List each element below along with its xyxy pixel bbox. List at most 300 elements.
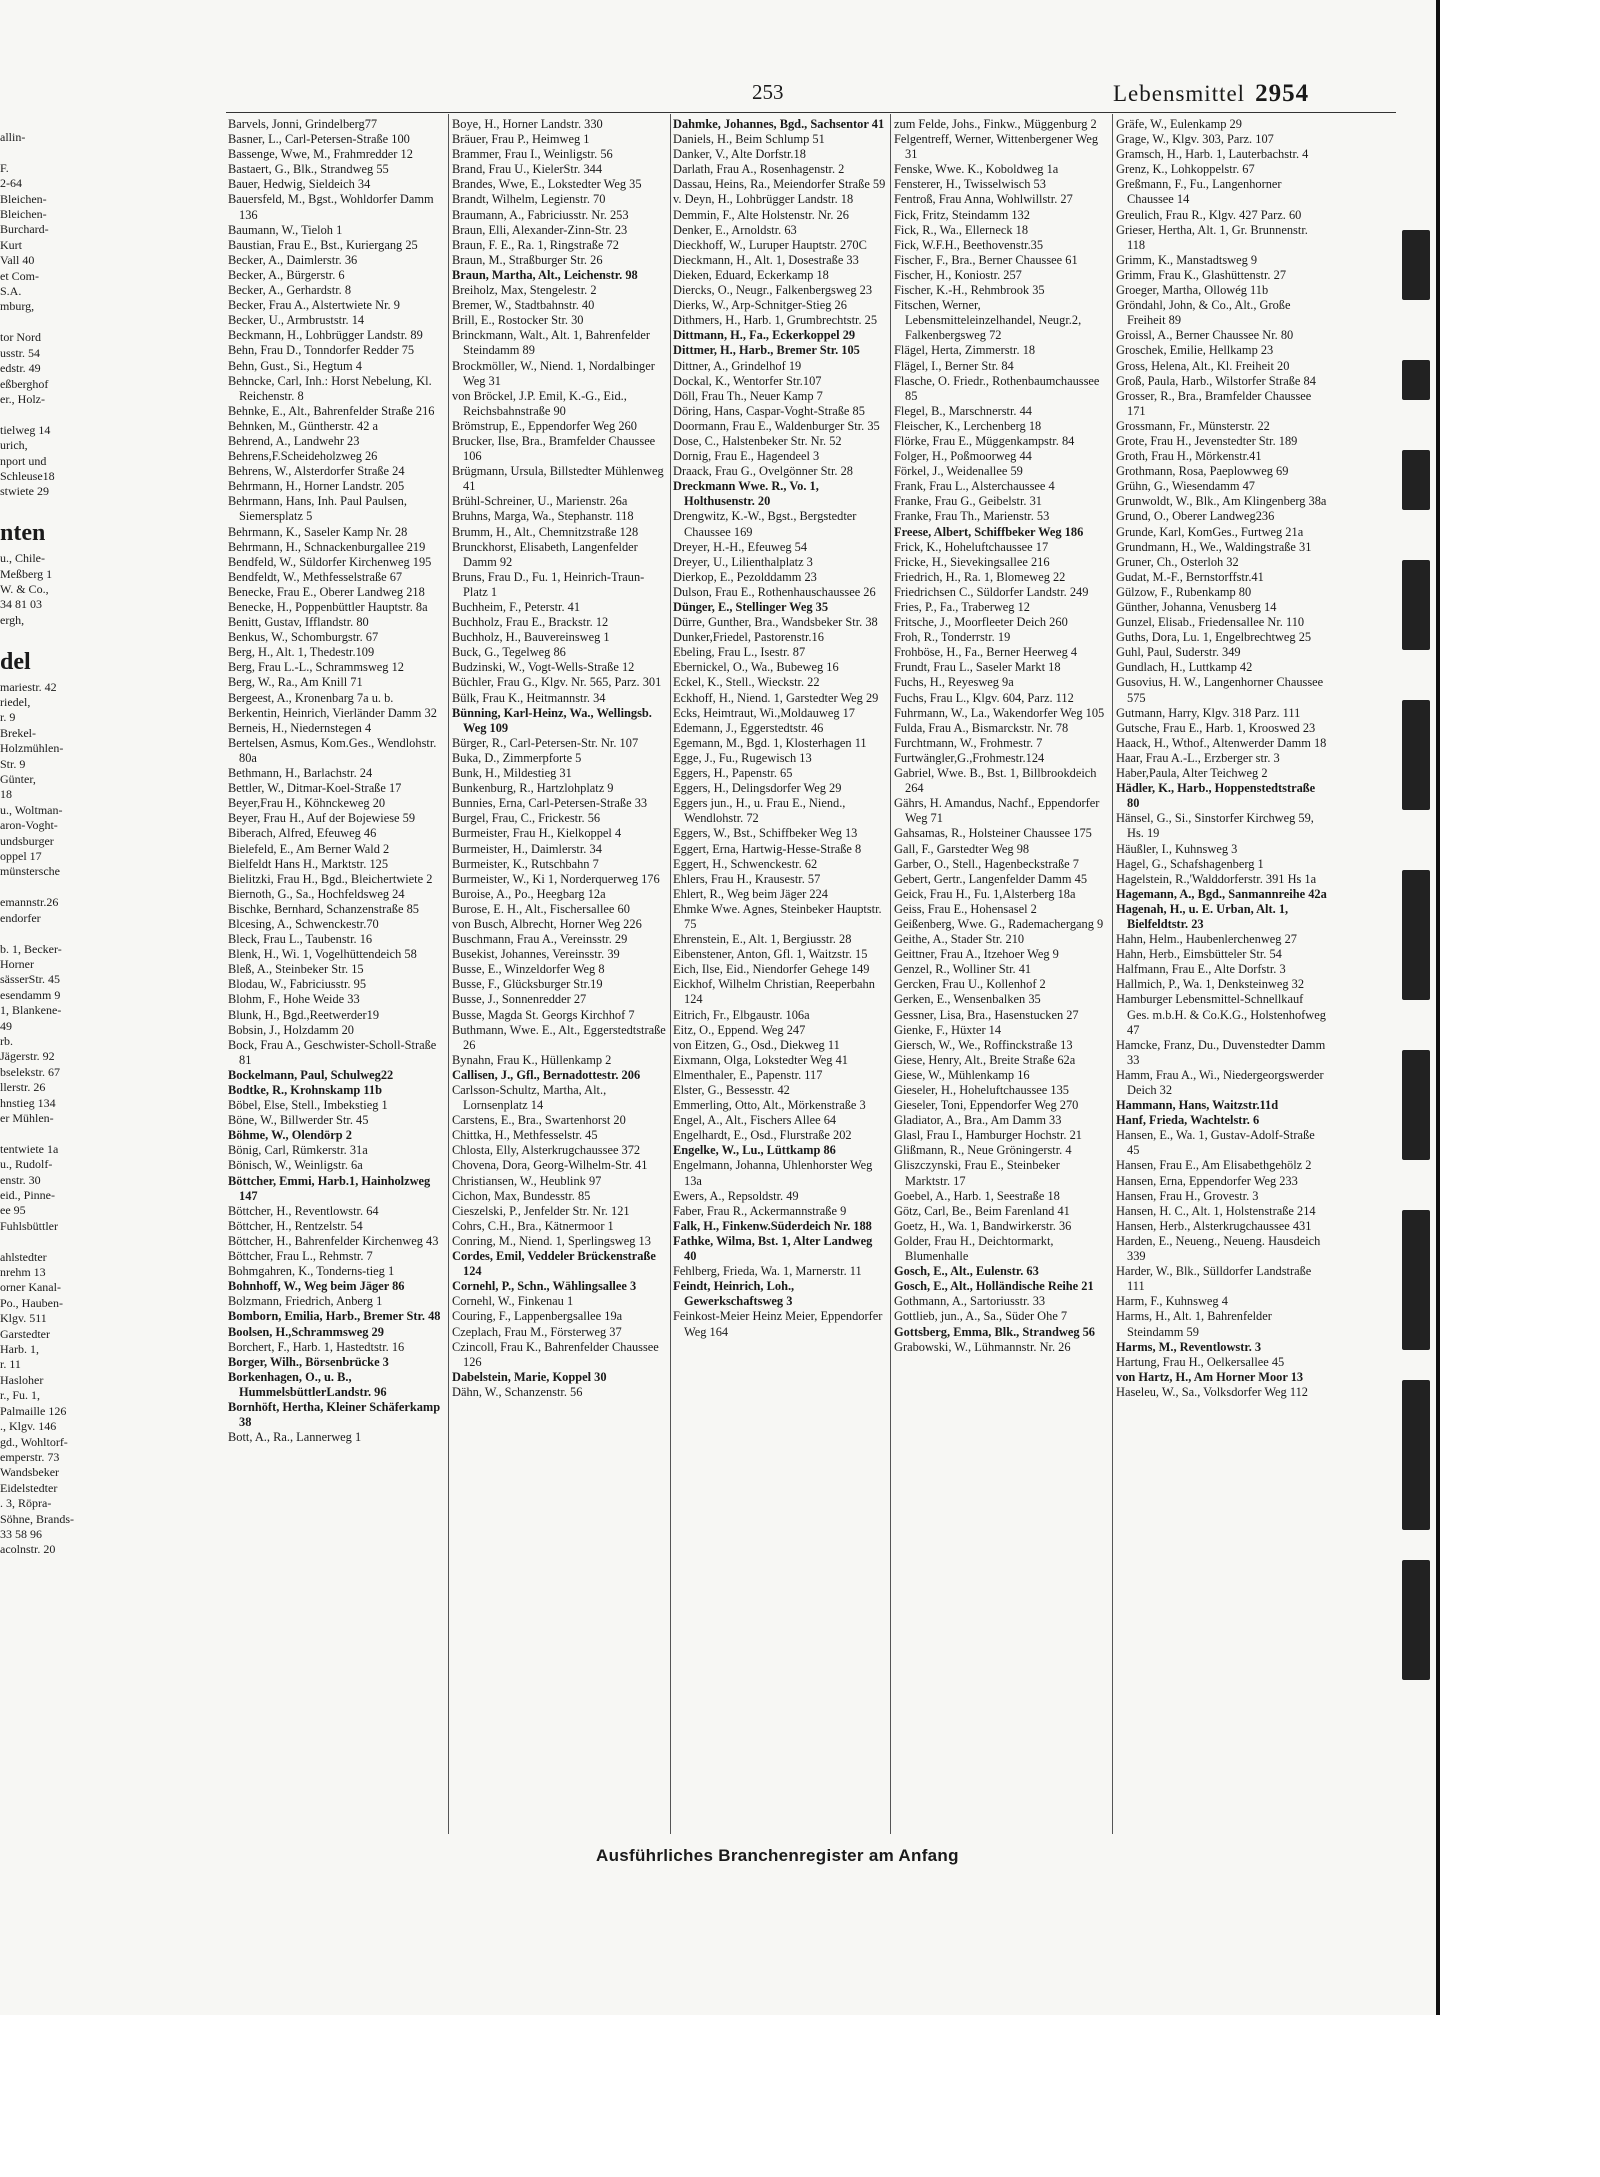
listing-entry: Beyer, Frau H., Auf der Bojewiese 59 [228,811,416,826]
listing-entry: Behrens, W., Alsterdorfer Straße 24 [228,464,405,479]
listing-entry: Hartung, Frau H., Oelkersallee 45 [1116,1354,1285,1369]
footer-note: Ausführliches Branchenregister am Anfang [596,1846,959,1865]
listing-entry: Büchler, Frau G., Klgv. Nr. 565, Parz. 301 [452,675,662,690]
listing-entry: Chlosta, Elly, Alsterkrugchaussee 372 [452,1143,641,1158]
fragment-line: eid., Pinne- [0,1188,55,1202]
fragment-line [0,315,84,330]
listing-entry: Becker, A., Daimlerstr. 36 [228,252,358,267]
listing-entry: Fritsche, J., Moorfleeter Deich 260 [894,615,1068,630]
fragment-line: rb. [0,1033,13,1048]
listing-entry: Gährs, H. Amandus, Nachf., Eppendorfer Weg 71 [894,796,1100,826]
listing-entry: Engelke, W., Lu., Lüttkamp 86 [673,1143,836,1158]
listing-entry: Groissl, A., Berner Chaussee Nr. 80 [1116,328,1294,343]
directory-column-5 [1116,117,1328,1837]
listing-entry: Dreckmann Wwe. R., Vo. 1, Holthusenstr. 20 [673,479,819,509]
listing-entry: Blcesing, A., Schwenckestr.70 [228,916,379,931]
fragment-line: Harb. 1, [0,1342,39,1357]
listing-entry: Elmenthaler, E., Papenstr. 117 [673,1067,823,1082]
listing-entry: Frundt, Frau L., Saseler Markt 18 [894,660,1061,675]
listing-entry: Grundmann, H., We., Waldingstraße 31 [1116,539,1312,554]
listing-entry: Faber, Frau R., Ackermannstraße 9 [673,1203,847,1218]
listing-entry: Grimm, Frau K., Glashüttenstr. 27 [1116,267,1287,282]
column-divider [670,114,671,1834]
fragment-line: Str. 9 [0,756,26,771]
page-edge [1436,0,1440,2015]
listing-entry: Eibenstener, Anton, Gfl. 1, Waitzstr. 15 [673,947,868,962]
listing-entry: Harder, W., Blk., Sülldorfer Landstraße 111 [1116,1264,1312,1294]
listing-entry: Bleß, A., Steinbeker Str. 15 [228,962,364,977]
listing-entry: Giese, Henry, Alt., Breite Straße 62a [894,1052,1076,1067]
listing-entry: Hammann, Hans, Waitzstr.11d [1116,1098,1279,1113]
listing-entry: Gothmann, A., Sartoriusstr. 33 [894,1294,1046,1309]
listing-entry: Flägel, Herta, Zimmerstr. 18 [894,343,1036,358]
listing-entry: Egemann, M., Bgd. 1, Klosterhagen 11 [673,735,867,750]
listing-entry: Buchholz, Frau E., Brackstr. 12 [452,615,609,630]
listing-entry: Elster, G., Bessesstr. 42 [673,1083,790,1097]
listing-entry: Fick, Fritz, Steindamm 132 [894,207,1030,222]
fragment-line: 49 [0,1018,12,1033]
fragment-line: u., Woltman- [0,802,63,817]
fragment-line: llerstr. 26 [0,1080,46,1095]
listing-entry: Götz, Carl, Be., Beim Farenland 41 [894,1203,1070,1218]
listing-entry: Demmin, F., Alte Holstenstr. Nr. 26 [673,207,849,222]
listing-entry: von Eitzen, G., Osd., Diekweg 11 [673,1037,840,1052]
listing-entry: Bielefeld, E., Am Berner Wald 2 [228,841,390,856]
listing-entry: Fries, P., Fa., Traberweg 12 [894,600,1030,614]
index-tab [1402,560,1430,650]
listing-entry: Cieszelski, P., Jenfelder Str. Nr. 121 [452,1203,630,1218]
listing-entry: Denker, E., Arnoldstr. 63 [673,222,797,237]
listing-entry: Hänsel, G., Si., Sinstorfer Kirchweg 59, Hs. 19 [1116,811,1314,841]
fragment-line: gd., Wohltorf- [0,1434,68,1449]
fragment-line: Wandsbeker [0,1465,60,1480]
fragment-line: r. 9 [0,710,16,725]
listing-entry: Flägel, I., Berner Str. 84 [894,358,1014,373]
fragment-line: Eidelstedter [0,1480,58,1495]
listing-entry: Buroise, A., Po., Heegbarg 12a [452,886,606,901]
fragment-line: . 3, Röpra- [0,1496,52,1511]
listing-entry: Golder, Frau H., Deichtormarkt, Blumenhalle [894,1233,1054,1264]
listing-entry: Bülk, Frau K., Heitmannstr. 34 [452,690,606,705]
listing-entry: Behrend, A., Landwehr 23 [228,433,360,448]
listing-entry: Eggert, H., Schwenckestr. 62 [673,856,818,871]
listing-entry: Dierkop, E., Pezolddamm 23 [673,569,817,584]
listing-entry: Bunk, H., Mildestieg 31 [452,766,572,781]
listing-entry: Grage, W., Klgv. 303, Parz. 107 [1116,132,1274,147]
listing-entry: Hanf, Frieda, Wachtelstr. 6 [1116,1113,1260,1128]
listing-entry: Dunker,Friedel, Pastorenstr.16 [673,630,824,645]
listing-entry: Eggers, W., Bst., Schiffbeker Weg 13 [673,826,858,841]
listing-entry: Guths, Dora, Lu. 1, Engelbrechtweg 25 [1116,630,1312,645]
listing-entry: Döring, Hans, Caspar-Voght-Straße 85 [673,403,865,418]
listing-entry: Eggers, H., Papenstr. 65 [673,766,793,781]
listing-entry: zum Felde, Johs., Finkw., Müggenburg 2 [894,117,1097,131]
index-tab [1402,1560,1430,1680]
fragment-line: 1, Blankene- [0,1003,62,1018]
fragment-line: edstr. 49 [0,361,41,376]
fragment-line: endorfer [0,910,41,925]
listing-entry: Fricke, H., Sievekingsallee 216 [894,554,1050,569]
listing-entry: Felgentreff, Werner, Wittenbergener Weg 31 [894,132,1099,162]
listing-entry: Becker, U., Armbruststr. 14 [228,313,365,328]
header-rule [226,112,1396,113]
listing-entry: Eitz, O., Eppend. Weg 247 [673,1022,806,1037]
listing-entry: Gülzow, F., Rubenkamp 80 [1116,584,1252,599]
listing-entry: Gutsche, Frau E., Harb. 1, Krooswed 23 [1116,720,1316,735]
section-heading [1113,80,1309,108]
listing-entry: Buka, D., Zimmerpforte 5 [452,750,582,765]
listing-entry: Böttcher, H., Rentzelstr. 54 [228,1218,363,1233]
listing-entry: Benkus, W., Schomburgstr. 67 [228,630,379,645]
fragment-line: ., Klgv. 146 [0,1419,57,1434]
listing-entry: Barvels, Jonni, Grindelberg77 [228,117,378,131]
fragment-line: emannstr.26 [0,895,59,910]
listing-entry: Hansen, Erna, Eppendorfer Weg 233 [1116,1173,1298,1188]
listing-entry: Cichon, Max, Bundesstr. 85 [452,1188,591,1203]
listing-entry: Engel, A., Alt., Fischers Allee 64 [673,1113,837,1128]
listing-entry: Flörke, Frau E., Müggenkampstr. 84 [894,433,1075,448]
index-tab [1402,870,1430,1000]
listing-entry: Hamcke, Franz, Du., Duvenstedter Damm 33 [1116,1037,1326,1067]
listing-entry: Draack, Frau G., Ovelgönner Str. 28 [673,464,853,479]
fragment-line: Kurt [0,237,22,252]
listing-entry: Becker, A., Bürgerstr. 6 [228,267,345,282]
listing-entry: Hamm, Frau A., Wi., Niedergeorgswerder Deich 32 [1116,1067,1324,1097]
listing-entry: Busse, Magda St. Georgs Kirchhof 7 [452,1007,635,1022]
listing-entry: Flegel, B., Marschnerstr. 44 [894,403,1032,418]
listing-entry: Blodau, W., Fabriciusstr. 95 [228,977,367,992]
fragment-line: esendamm 9 [0,987,61,1002]
listing-entry: Bruhns, Marga, Wa., Stephanstr. 118 [452,509,634,524]
listing-entry: Grosser, R., Bra., Bramfelder Chaussee 171 [1116,388,1312,418]
listing-entry: Emmerling, Otto, Alt., Mörkenstraße 3 [673,1098,866,1113]
listing-entry: Geißenberg, Wwe. G., Rademachergang 9 [894,916,1104,931]
listing-entry: Bremer, W., Stadtbahnstr. 40 [452,298,595,313]
listing-entry: Brandes, Wwe, E., Lokstedter Weg 35 [452,177,642,192]
fragment-line: Meßberg 1 [0,566,53,581]
listing-entry: Baumann, W., Tieloh 1 [228,222,343,237]
fragment-line: er Mühlen- [0,1110,54,1125]
listing-entry: Grenz, K., Lohkoppelstr. 67 [1116,162,1255,177]
listing-entry: Halfmann, Frau E., Alte Dorfstr. 3 [1116,962,1286,977]
listing-entry: Brockmöller, W., Niend. 1, Nordalbinger Weg 31 [452,358,655,388]
fragment-line: enstr. 30 [0,1172,41,1187]
listing-entry: Groß, Paula, Harb., Wilstorfer Straße 84 [1116,373,1316,388]
fragment-line: Bleichen- [0,191,47,206]
listing-entry: Gräfe, W., Eulenkamp 29 [1116,117,1242,131]
index-tab [1402,230,1430,300]
listing-entry: Behnke, E., Alt., Bahrenfelder Straße 216 [228,403,435,418]
listing-entry: Becker, A., Gerhardstr. 8 [228,283,352,298]
listing-entry: Fuhrmann, W., La., Wakendorfer Weg 105 [894,705,1105,720]
fragment-line: 33 58 96 [0,1526,42,1541]
listing-entry: Brinckmann, Walt., Alt. 1, Bahrenfelder Steindamm 89 [452,328,651,358]
fragment-line: Hasloher [0,1372,44,1387]
column-divider [448,114,449,1834]
fragment-line: ahlstedter [0,1249,47,1264]
listing-entry: Brömstrup, E., Eppendorfer Weg 260 [452,418,637,433]
listing-entry: Ebeling, Frau L., Isestr. 87 [673,645,806,660]
listing-entry: Borchert, F., Harb. 1, Hastedtstr. 16 [228,1339,405,1354]
fragment-line [0,926,84,941]
index-tab [1402,1380,1430,1530]
listing-entry: Brill, E., Rostocker Str. 30 [452,313,584,328]
listing-entry: Conring, M., Niend. 1, Sperlingsweg 13 [452,1233,651,1248]
listing-entry: Hansen, Herb., Alsterkrugchaussee 431 [1116,1218,1312,1233]
fragment-line [0,880,84,895]
fragment-line: r., Fu. 1, [0,1388,41,1403]
listing-entry: Berkentin, Heinrich, Vierländer Damm 32 [228,705,437,720]
listing-entry: von Hartz, H., Am Horner Moor 13 [1116,1369,1304,1384]
directory-column-3 [673,117,887,1837]
listing-entry: Gliszczynski, Frau E., Steinbeker Marktstr. 17 [894,1158,1060,1188]
fragment-line: allin- [0,130,26,144]
fragment-line: Palmaille 126 [0,1403,67,1418]
index-tab [1402,360,1430,400]
listing-entry: Grossmann, Fr., Münsterstr. 22 [1116,418,1270,433]
fragment-line: ee 95 [0,1203,26,1218]
listing-entry: Ecks, Heimtraut, Wi.,Moldauweg 17 [673,705,855,720]
listing-entry: Bethmann, H., Barlachstr. 24 [228,766,373,781]
listing-entry: Couring, F., Lappenbergsallee 19a [452,1309,623,1324]
listing-entry: Daniels, H., Beim Schlump 51 [673,132,825,147]
fragment-line: u., Chile- [0,551,45,566]
fragment-line: Po., Hauben- [0,1295,63,1310]
fragment-line: tentwiete 1a [0,1141,59,1156]
listing-entry: Guhl, Paul, Suderstr. 349 [1116,645,1241,660]
fragment-line: riedel, [0,695,31,709]
listing-entry: Eickhof, Wilhelm Christian, Reeperbahn 124 [673,977,875,1007]
listing-entry: Bräuer, Frau P., Heimweg 1 [452,132,590,147]
fragment-line [0,145,84,160]
listing-entry: Berg, W., Ra., Am Knill 71 [228,675,363,690]
listing-entry: Hagel, G., Schafshagenberg 1 [1116,856,1264,871]
listing-entry: Diercks, O., Neugr., Falkenbergsweg 23 [673,283,873,298]
fragment-line: undsburger [0,833,54,848]
listing-entry: Grothmann, Rosa, Paeplowweg 69 [1116,464,1289,479]
listing-entry: Brucker, Ilse, Bra., Bramfelder Chaussee 106 [452,433,656,464]
listing-entry: Dornig, Frau E., Hagendeel 3 [673,449,820,464]
fragment-line: aron-Voght- [0,818,58,833]
fragment-line: nrehm 13 [0,1265,46,1280]
fragment-line: ergh, [0,612,25,627]
listing-entry: Eggers, H., Delingsdorfer Weg 29 [673,781,842,796]
listing-entry: Dittmer, H., Harb., Bremer Str. 105 [673,343,860,358]
listing-entry: Burmeister, H., Daimlerstr. 34 [452,841,602,856]
fragment-line: Holzmühlen- [0,741,64,756]
fragment-line: Horner [0,956,34,971]
fragment-line: 34 81 03 [0,597,42,612]
index-tab [1402,450,1430,510]
listing-entry: Bettler, W., Ditmar-Koel-Straße 17 [228,781,402,796]
listing-entry: Garber, O., Stell., Hagenbeckstraße 7 [894,856,1079,871]
listing-entry: Furchtmann, W., Frohmestr. 7 [894,735,1043,750]
listing-entry: Bendfeldt, W., Methfesselstraße 67 [228,569,403,584]
listing-entry: Gottsberg, Emma, Blk., Strandweg 56 [894,1324,1096,1339]
listing-entry: Behrmann, Hans, Inh. Paul Paulsen, Siemersplatz 5 [228,494,407,524]
fragment-line: Fuhlsbüttler [0,1218,59,1233]
listing-entry: Buschmann, Frau A., Vereinsstr. 29 [452,932,628,947]
listing-entry: Gieseler, H., Hoheluftchaussee 135 [894,1083,1069,1097]
fragment-line: u., Rudolf- [0,1157,53,1172]
listing-entry: Eixmann, Olga, Lokstedter Weg 41 [673,1052,848,1067]
listing-entry: Berg, H., Alt. 1, Thedestr.109 [228,645,375,660]
listing-entry: Fulda, Frau A., Bismarckstr. Nr. 78 [894,720,1069,735]
index-tab [1402,1210,1430,1350]
listing-entry: Blohm, F., Hohe Weide 33 [228,992,360,1007]
listing-entry: Böne, W., Billwerder Str. 45 [228,1113,369,1128]
listing-entry: Engelhardt, E., Osd., Flurstraße 202 [673,1128,852,1143]
listing-entry: Geittner, Frau A., Itzehoer Weg 9 [894,947,1059,962]
listing-entry: Gusovius, H. W., Langenhorner Chaussee 575 [1116,675,1324,705]
listing-entry: Bomborn, Emilia, Harb., Bremer Str. 48 [228,1309,441,1324]
listing-entry: v. Deyn, H., Lohbrügger Landstr. 18 [673,192,854,207]
fragment-line: oppel 17 [0,849,42,864]
listing-entry: Gudat, M.-F., Bernstorffstr.41 [1116,569,1264,584]
listing-entry: Behrens,F.Scheideholzweg 26 [228,449,378,464]
listing-entry: Budzinski, W., Vogt-Wells-Straße 12 [452,660,635,675]
fragment-line: S.A. [0,284,22,299]
listing-entry: Blenk, H., Wi. 1, Vogelhüttendeich 58 [228,947,417,962]
listing-entry: Eitrich, Fr., Elbgaustr. 106a [673,1007,810,1022]
listing-entry: Biberach, Alfred, Efeuweg 46 [228,826,377,841]
listing-entry: Bynahn, Frau K., Hüllenkamp 2 [452,1052,612,1067]
fragment-line: tielweg 14 [0,422,51,437]
listing-entry: Bleck, Frau L., Taubenstr. 16 [228,932,373,947]
listing-entry: Biernoth, G., Sa., Hochfeldsweg 24 [228,886,405,901]
listing-entry: Brühl-Schreiner, U., Marienstr. 26a [452,494,628,509]
listing-entry: Hahn, Helm., Haubenlerchenweg 27 [1116,932,1297,947]
listing-entry: Doormann, Frau E., Waldenburger Str. 35 [673,418,880,433]
listing-entry: Fleischer, K., Lerchenberg 18 [894,418,1042,433]
fragment-line: sässerStr. 45 [0,972,60,987]
listing-entry: Goetz, H., Wa. 1, Bandwirkerstr. 36 [894,1218,1072,1233]
listing-entry: Bendfeld, W., Süldorfer Kirchenweg 195 [228,554,432,569]
listing-entry: Harms, H., Alt. 1, Bahrenfelder Steindamm 59 [1116,1309,1272,1339]
listing-entry: Busekist, Johannes, Vereinsstr. 39 [452,947,620,962]
listing-entry: Cornehl, W., Finkenau 1 [452,1294,574,1309]
listing-entry: Bönisch, W., Weinligstr. 6a [228,1158,363,1173]
listing-entry: Ehmke Wwe. Agnes, Steinbeker Hauptstr. 75 [673,901,882,931]
listing-entry: Böttcher, H., Reventlowstr. 64 [228,1203,379,1218]
listing-entry: Grimm, K., Manstadtsweg 9 [1116,252,1258,267]
listing-entry: Benecke, H., Poppenbüttler Hauptstr. 8a [228,600,428,614]
listing-entry: Hamburger Lebensmittel-Schnellkauf Ges. m.b.H. & Co.K.G., Holstenhofweg 47 [1116,992,1326,1037]
listing-entry: Baustian, Frau E., Bst., Kuriergang 25 [228,237,418,252]
listing-entry: Gutmann, Harry, Klgv. 318 Parz. 111 [1116,705,1301,720]
listing-entry: Gahsamas, R., Holsteiner Chaussee 175 [894,826,1092,841]
listing-entry: Hansen, H. C., Alt. 1, Holstenstraße 214 [1116,1203,1316,1218]
listing-entry: Bodtke, R., Krohnskamp 11b [228,1083,383,1097]
index-tab [1402,700,1430,810]
fragment-line: mburg, [0,299,35,314]
listing-entry: Bürger, R., Carl-Petersen-Str. Nr. 107 [452,735,639,750]
listing-entry: Bünning, Karl-Heinz, Wa., Wellingsb. Weg 109 [452,705,652,735]
listing-entry: Fischer, K.-H., Rehmbrook 35 [894,283,1045,298]
listing-entry: Burgel, Frau, C., Frickestr. 56 [452,811,601,826]
listing-entry: Böbel, Else, Stell., Imbekstieg 1 [228,1098,388,1113]
listing-entry: Bischke, Bernhard, Schanzenstraße 85 [228,901,419,916]
listing-entry: Chittka, H., Methfesselstr. 45 [452,1128,598,1143]
listing-entry: Ewers, A., Repsoldstr. 49 [673,1188,799,1203]
fragment-line: münstersche [0,864,60,879]
listing-entry: Fick, W.F.H., Beethovenstr.35 [894,237,1044,252]
listing-entry: Beyer,Frau H., Köhnckeweg 20 [228,796,386,811]
fragment-line: nten [0,520,46,547]
listing-entry: Harden, E., Neueng., Neueng. Hausdeich 339 [1116,1233,1321,1264]
listing-entry: Gross, Helena, Alt., Kl. Freiheit 20 [1116,358,1290,373]
listing-entry: Furtwängler,G.,Frohmestr.124 [894,750,1045,765]
listing-entry: Friedrich, H., Ra. 1, Blomeweg 22 [894,569,1066,584]
listing-entry: Dittmann, H., Fa., Eckerkoppel 29 [673,328,856,343]
listing-entry: Busse, J., Sonnenredder 27 [452,992,587,1007]
listing-entry: Edemann, J., Eggerstedtstr. 46 [673,720,824,735]
listing-entry: Dose, C., Halstenbeker Str. Nr. 52 [673,433,842,448]
listing-entry: Dierks, W., Arp-Schnitger-Stieg 26 [673,298,847,313]
fragment-line: emperstr. 73 [0,1449,60,1464]
listing-entry: Brand, Frau U., KielerStr. 344 [452,162,603,177]
listing-entry: Gieseler, Toni, Eppendorfer Weg 270 [894,1098,1079,1113]
listing-entry: Eckel, K., Stell., Wieckstr. 22 [673,675,820,690]
listing-entry: Haseleu, W., Sa., Volksdorfer Weg 112 [1116,1384,1308,1399]
section-number: 2954 [1255,80,1310,107]
listing-entry: Czincoll, Frau K., Bahrenfelder Chaussee 126 [452,1339,659,1369]
listing-entry: Geiss, Frau E., Hohensasel 2 [894,901,1037,916]
listing-entry: Franke, Frau Th., Marienstr. 53 [894,509,1050,524]
listing-entry: Gessner, Lisa, Bra., Hasenstucken 27 [894,1007,1079,1022]
fragment-line: 2-64 [0,176,22,191]
listing-entry: Brumm, H., Alt., Chemnitzstraße 128 [452,524,639,539]
listing-entry: Buthmann, Wwe. E., Alt., Eggerstedtstraße 26 [452,1022,666,1052]
fragment-line: W. & Co., [0,581,49,596]
listing-entry: Folger, H., Poßmoorweg 44 [894,449,1032,464]
listing-entry: Dithmers, H., Harb. 1, Grumbrechtstr. 25 [673,313,878,328]
listing-entry: Giese, W., Mühlenkamp 16 [894,1067,1030,1082]
listing-entry: Dünger, E., Stellinger Weg 35 [673,600,829,614]
listing-entry: Boye, H., Horner Landstr. 330 [452,117,603,131]
listing-entry: Flasche, O. Friedr., Rothenbaumchaussee 85 [894,373,1100,403]
column-divider [890,114,891,1834]
fragment-line: hnstieg 134 [0,1095,56,1110]
listing-entry: Harm, F., Kuhnsweg 4 [1116,1294,1228,1309]
listing-entry: Goebel, A., Harb. 1, Seestraße 18 [894,1188,1060,1203]
listing-entry: Hallmich, P., Wa. 1, Denksteinweg 32 [1116,977,1305,992]
listing-entry: Carlsson-Schultz, Martha, Alt., Lornsenplatz 14 [452,1083,607,1113]
listing-entry: Grunwoldt, W., Blk., Am Klingenberg 38a [1116,494,1327,509]
listing-entry: Fentroß, Frau Anna, Wohlwillstr. 27 [894,192,1073,207]
listing-entry: Dabelstein, Marie, Koppel 30 [452,1369,607,1384]
listing-entry: Gosch, E., Alt., Eulenstr. 63 [894,1264,1039,1279]
listing-entry: Gebert, Gertr., Langenfelder Damm 45 [894,871,1088,886]
listing-entry: Carstens, E., Bra., Swartenhorst 20 [452,1113,626,1128]
fragment-line: Brekel- [0,725,36,740]
listing-entry: Greßmann, F., Fu., Langenhorner Chaussee 14 [1116,177,1282,207]
listing-entry: Behn, Gust., Si., Hegtum 4 [228,358,362,373]
listing-entry: Bauersfeld, M., Bgst., Wohldorfer Damm 136 [228,192,434,222]
listing-entry: Burose, E. H., Alt., Fischersallee 60 [452,901,630,916]
listing-entry: Grieser, Hertha, Alt. 1, Gr. Brunnenstr. 118 [1116,222,1308,252]
listing-entry: Gruner, Ch., Osterloh 32 [1116,554,1239,569]
listing-entry: Bockelmann, Paul, Schulweg22 [228,1067,394,1082]
listing-entry: Gundlach, H., Luttkamp 42 [1116,660,1253,675]
column-divider [1112,114,1113,1834]
listing-entry: Burmeister, W., Ki 1, Norderquerweg 176 [452,871,660,886]
listing-entry: Dassau, Heins, Ra., Meiendorfer Straße 59 [673,177,886,192]
listing-entry: Buchholz, H., Bauvereinsweg 1 [452,630,610,645]
listing-entry: Behn, Frau D., Tonndorfer Redder 75 [228,343,415,358]
listing-entry: Bruns, Frau D., Fu. 1, Heinrich-Traun-Platz 1 [452,569,645,599]
listing-entry: Cordes, Emil, Veddeler Brückenstraße 124 [452,1249,656,1279]
